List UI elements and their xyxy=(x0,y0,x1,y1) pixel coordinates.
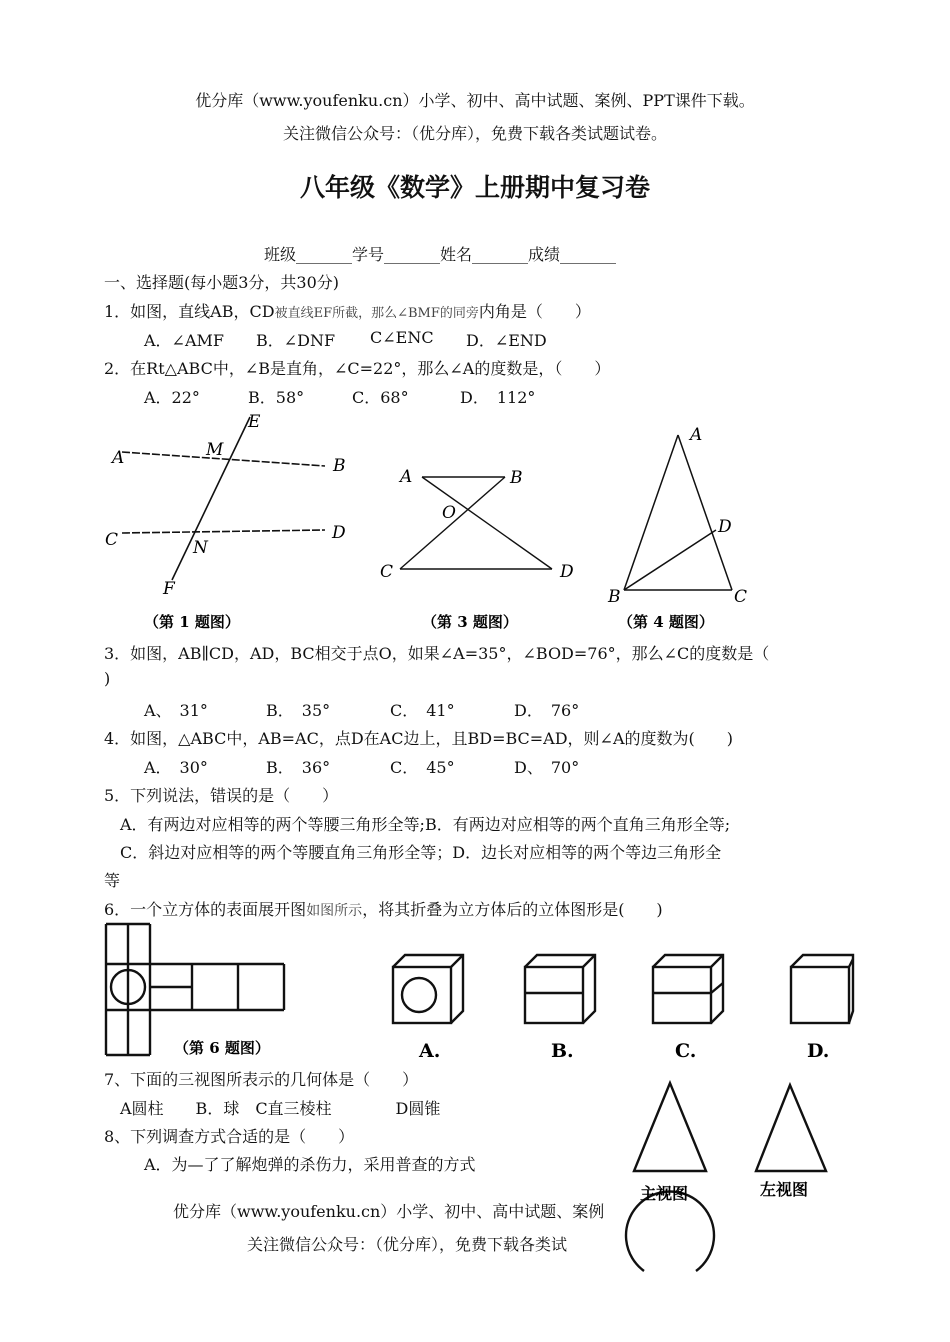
label-d: D xyxy=(718,517,732,537)
label-c: C xyxy=(380,562,394,582)
line-ab xyxy=(122,452,325,466)
q1-option-b: B．∠DNF xyxy=(256,331,336,350)
q3-option-a: A、 31° xyxy=(144,701,208,720)
top-view-circle xyxy=(626,1192,714,1271)
label-a: A xyxy=(400,467,413,487)
front-view-triangle xyxy=(634,1083,706,1171)
q2-option-b: B．58° xyxy=(248,388,305,407)
q4-option-a: A． 30° xyxy=(144,758,208,777)
q1-stem-a: 1．如图，直线AB，CD xyxy=(104,302,275,321)
q5-line-2: C．斜边对应相等的两个等腰直角三角形全等；D．边长对应相等的两个等边三角形全 xyxy=(120,843,722,862)
choice-a-label: A. xyxy=(419,1040,441,1062)
segment-ac xyxy=(678,435,732,590)
side-view-triangle xyxy=(756,1085,826,1171)
cube-c xyxy=(653,955,723,1023)
q1-stem-b: 被直线EF所截，那么∠BMF的同旁 xyxy=(274,306,479,321)
question-6 xyxy=(104,897,663,920)
fig1-caption: （第 1 题图） xyxy=(144,613,240,631)
choice-b-label: B. xyxy=(551,1040,574,1062)
label-o: O xyxy=(442,503,456,523)
student-info-line: 班级_______学号_______姓名_______成绩_______ xyxy=(264,245,617,264)
choice-d-label: D. xyxy=(807,1040,830,1062)
q5-line-3: 等 xyxy=(104,871,121,890)
question-5: 5．下列说法，错误的是（ ） xyxy=(104,786,339,805)
segment-bc xyxy=(400,477,505,569)
front-view-label: 主视图 xyxy=(640,1184,689,1203)
cube-b xyxy=(525,955,595,1023)
page-title: 八年级《数学》上册期中复习卷 xyxy=(299,173,650,202)
three-views-figure xyxy=(620,1075,840,1285)
label-c: C xyxy=(734,587,748,607)
q7-options: A圆柱 B．球 C直三棱柱 D圆锥 xyxy=(120,1099,441,1118)
fig4-caption: （第 4 题图） xyxy=(618,613,714,631)
q2-option-a: A．22° xyxy=(144,388,200,407)
question-3-cont: ) xyxy=(104,669,111,688)
label-b: B xyxy=(510,468,523,488)
q4-option-d: D、 70° xyxy=(514,758,580,777)
figure-3 xyxy=(370,455,590,635)
segment-bd xyxy=(624,530,716,590)
section-heading: 一、选择题(每小题3分，共30分) xyxy=(104,273,340,292)
question-8: 8、下列调查方式合适的是（ ） xyxy=(104,1127,355,1146)
question-2: 2．在Rt△ABC中，∠B是直角，∠C=22°，那么∠A的度数是，（ ） xyxy=(104,359,611,378)
label-a: A xyxy=(112,448,125,468)
label-d: D xyxy=(560,562,574,582)
header-line-1: 优分库（www.youfenku.cn）小学、初中、高中试题、案例、PPT课件下载。 xyxy=(195,91,755,110)
header-line-2: 关注微信公众号：（优分库），免费下载各类试题试卷。 xyxy=(282,124,667,143)
question-4: 4．如图，△ABC中，AB=AC，点D在AC边上，且BD=BC=AD，则∠A的度数为( ) xyxy=(104,729,734,748)
footer-line-1: 优分库（www.youfenku.cn）小学、初中、高中试题、案例 xyxy=(173,1202,605,1221)
q2-option-d: D． 112° xyxy=(460,388,536,407)
q1-option-c: C∠ENC xyxy=(370,328,434,347)
figure-1 xyxy=(100,405,360,635)
cube-d xyxy=(791,955,853,1023)
question-1 xyxy=(104,299,591,322)
q4-option-b: B． 36° xyxy=(266,758,331,777)
cube-choices xyxy=(385,945,865,1063)
q6-stem-b: 如图所示 xyxy=(306,903,363,919)
label-e: E xyxy=(248,412,261,432)
question-7: 7、下面的三视图所表示的几何体是（ ） xyxy=(104,1070,419,1089)
q1-option-a: A．∠AMF xyxy=(144,331,225,350)
segment-ab xyxy=(624,435,678,590)
label-b: B xyxy=(608,587,621,607)
q4-option-c: C． 45° xyxy=(390,758,455,777)
cube-a xyxy=(393,955,463,1023)
q3-option-b: B． 35° xyxy=(266,701,331,720)
q6-caption: （第 6 题图） xyxy=(174,1039,270,1057)
side-view-label: 左视图 xyxy=(760,1180,809,1199)
figure-4 xyxy=(600,420,770,635)
label-d: D xyxy=(332,523,346,543)
label-b: B xyxy=(333,456,346,476)
label-f: F xyxy=(163,579,175,599)
question-3: 3．如图，AB∥CD，AD，BC相交于点O，如果∠A=35°，∠BOD=76°，那么∠C的度数是（ xyxy=(104,644,770,663)
cube-net-figure xyxy=(100,920,300,1065)
q8-option-a: A．为—了了解炮弹的杀伤力，采用普查的方式 xyxy=(144,1155,476,1174)
q3-option-d: D． 76° xyxy=(514,701,580,720)
footer-line-2: 关注微信公众号：（优分库），免费下载各类试 xyxy=(247,1235,568,1254)
q3-option-c: C． 41° xyxy=(390,701,455,720)
q2-option-c: C．68° xyxy=(352,388,409,407)
q6-stem-c: ，将其折叠为立方体后的立体图形是( ) xyxy=(362,900,663,919)
line-cd xyxy=(122,530,325,533)
segment-ad xyxy=(422,477,552,569)
q1-stem-c: 内角是（ ） xyxy=(478,302,591,321)
choice-c-label: C. xyxy=(675,1040,697,1062)
q1-option-d: D．∠END xyxy=(466,331,547,350)
label-a: A xyxy=(690,425,703,445)
fig3-caption: （第 3 题图） xyxy=(422,613,518,631)
label-c: C xyxy=(105,530,119,550)
q5-line-1: A．有两边对应相等的两个等腰三角形全等;B．有两边对应相等的两个直角三角形全等; xyxy=(120,815,731,834)
q6-stem-a: 6．一个立方体的表面展开图 xyxy=(104,900,307,919)
label-m: M xyxy=(206,440,224,460)
label-n: N xyxy=(193,538,208,558)
